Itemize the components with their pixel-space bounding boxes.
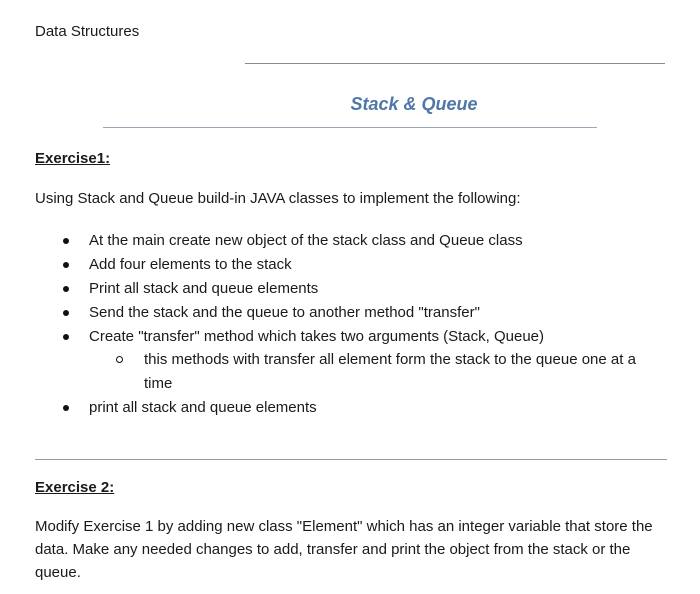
exercise2-heading: Exercise 2:: [35, 479, 115, 496]
title-underline: [103, 127, 597, 128]
bullet-icon: [63, 334, 69, 340]
list-item-text: Send the stack and the queue to another method "transfer": [89, 304, 480, 321]
exercise1-bullet-list: [0, 229, 700, 349]
hollow-bullet-icon: [116, 356, 123, 363]
list-item: [0, 396, 700, 420]
bullet-icon: [63, 310, 69, 316]
document-title: Stack & Queue: [350, 94, 478, 114]
list-item: [0, 277, 700, 301]
section-divider: [35, 459, 667, 460]
bullet-icon: [63, 286, 69, 292]
list-item: [0, 301, 700, 325]
list-item: [0, 253, 700, 277]
exercise1-heading: Exercise1:: [35, 150, 111, 167]
list-item-text: At the main create new object of the stack class and Queue class: [89, 232, 523, 249]
bullet-icon: [63, 238, 69, 244]
list-item-text: Print all stack and queue elements: [89, 280, 319, 297]
list-item-text: Add four elements to the stack: [89, 256, 292, 273]
list-item-text: Create "transfer" method which takes two arguments (Stack, Queue): [89, 328, 545, 345]
exercise1-intro: Using Stack and Queue build-in JAVA classes to implement the following:: [35, 190, 521, 207]
bullet-icon: [63, 405, 69, 411]
bullet-icon: [63, 262, 69, 268]
header-divider: [245, 63, 665, 64]
list-item: [0, 325, 700, 349]
list-item-text: print all stack and queue elements: [89, 399, 317, 416]
list-item: [0, 229, 700, 253]
exercise2-body: Modify Exercise 1 by adding new class "Element" which has an integer variable that store the data. Make any needed changes to add, transfer and print the object from the stack or the queue.: [35, 518, 653, 581]
sub-list-item-text: this methods with transfer all element form the stack to the queue one at a time: [144, 351, 636, 392]
course-header: Data Structures: [35, 23, 140, 40]
